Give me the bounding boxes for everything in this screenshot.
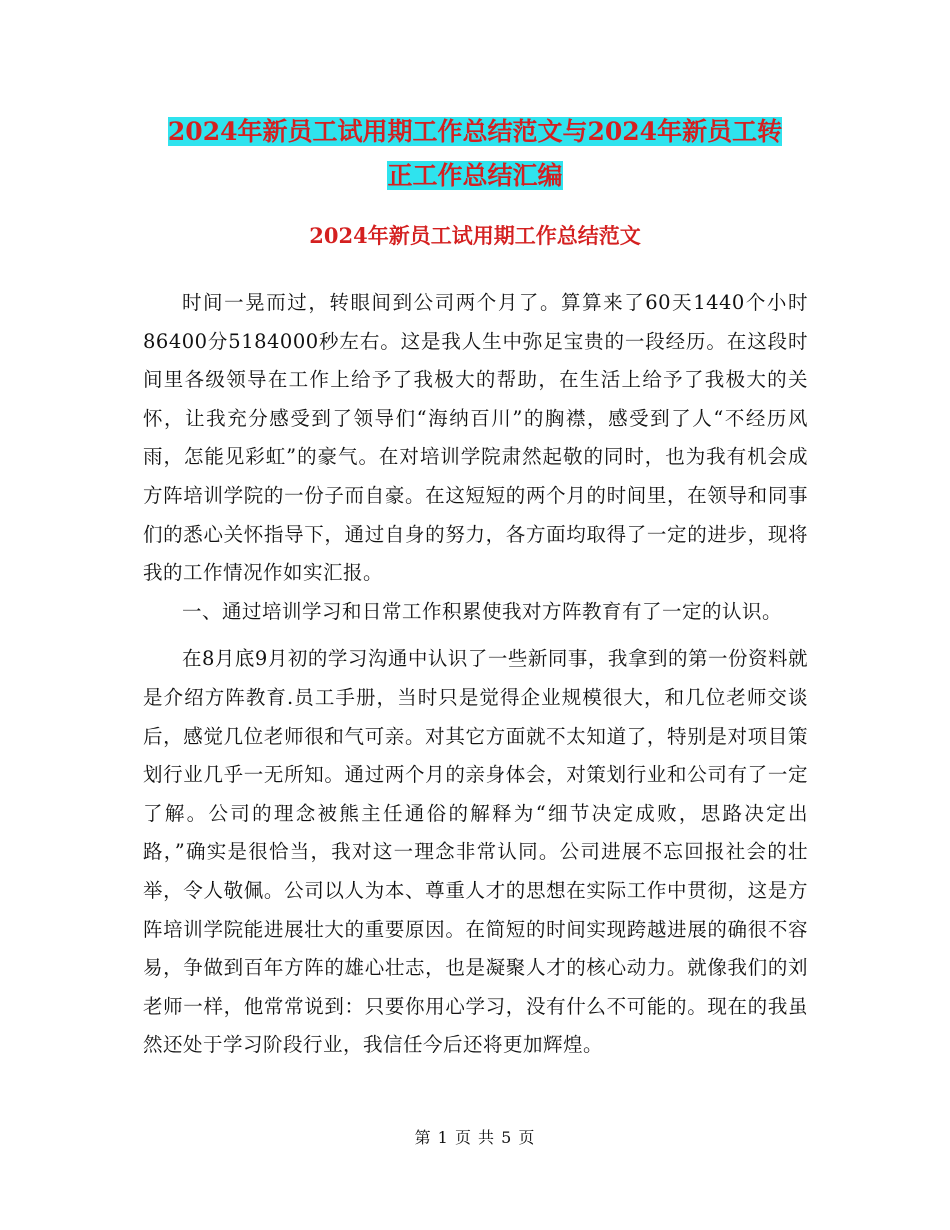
paragraph-heading-one: 一、通过培训学习和日常工作积累使我对方阵教育有了一定的认识。 (182, 599, 783, 623)
paragraph-intro: 时间一晃而过，转眼间到公司两个月了。算算来了60天1440个小时86400分5184000秒左右。这是我人生中弥足宝贵的一段经历。在这段时间里各级领导在工作上给予了我极大的帮助，在生活上给予了我极大的关怀，让我充分感受到了领导们“海纳百川”的胸襟，感受到了人“不经历风雨，怎能见彩虹”的豪气。在对培训学院肃然起敬的同时，也为我有机会成方阵培训学院的一份子而自豪。在这短短的两个月的时间里，在领导和同事们的悉心关怀指导下，通过自身的努力，各方面均取得了一定的进步，现将我的工作情况作如实汇报。 (143, 291, 808, 585)
document-title-line-1 (0, 108, 950, 156)
section-title: 2024年新员工试用期工作总结范文 (309, 223, 641, 248)
paragraph-experience: 在8月底9月初的学习沟通中认识了一些新同事，我拿到的第一份资料就是介绍方阵教育.员工手册，当时只是觉得企业规模很大，和几位老师交谈后，感觉几位老师很和气可亲。对其它方面就不太知道了，特别是对项目策划行业几乎一无所知。通过两个月的亲身体会，对策划行业和公司有了一定了解。公司的理念被熊主任通俗的解释为“细节决定成败，思路决定出路，”确实是很恰当，我对这一理念非常认同。公司进展不忘回报社会的壮举，令人敬佩。公司以人为本、尊重人才的思想在实际工作中贯彻，这是方阵培训学院能进展壮大的重要原因。在简短的时间实现跨越进展的确很不容易，争做到百年方阵的雄心壮志，也是凝聚人才的核心动力。就像我们的刘老师一样，他常常说到：只要你用心学习，没有什么不可能的。现在的我虽然还处于学习阶段行业，我信任今后还将更加辉煌。 (143, 647, 808, 1057)
document-title-line-2 (0, 152, 950, 200)
document-body (143, 284, 808, 1065)
document-title-text-1: 2024年新员工试用期工作总结范文与2024年新员工转 (167, 117, 783, 146)
document-title-text-2: 正工作总结汇编 (387, 161, 563, 190)
page-number-footer: 第 1 页 共 5 页 (414, 1128, 536, 1147)
